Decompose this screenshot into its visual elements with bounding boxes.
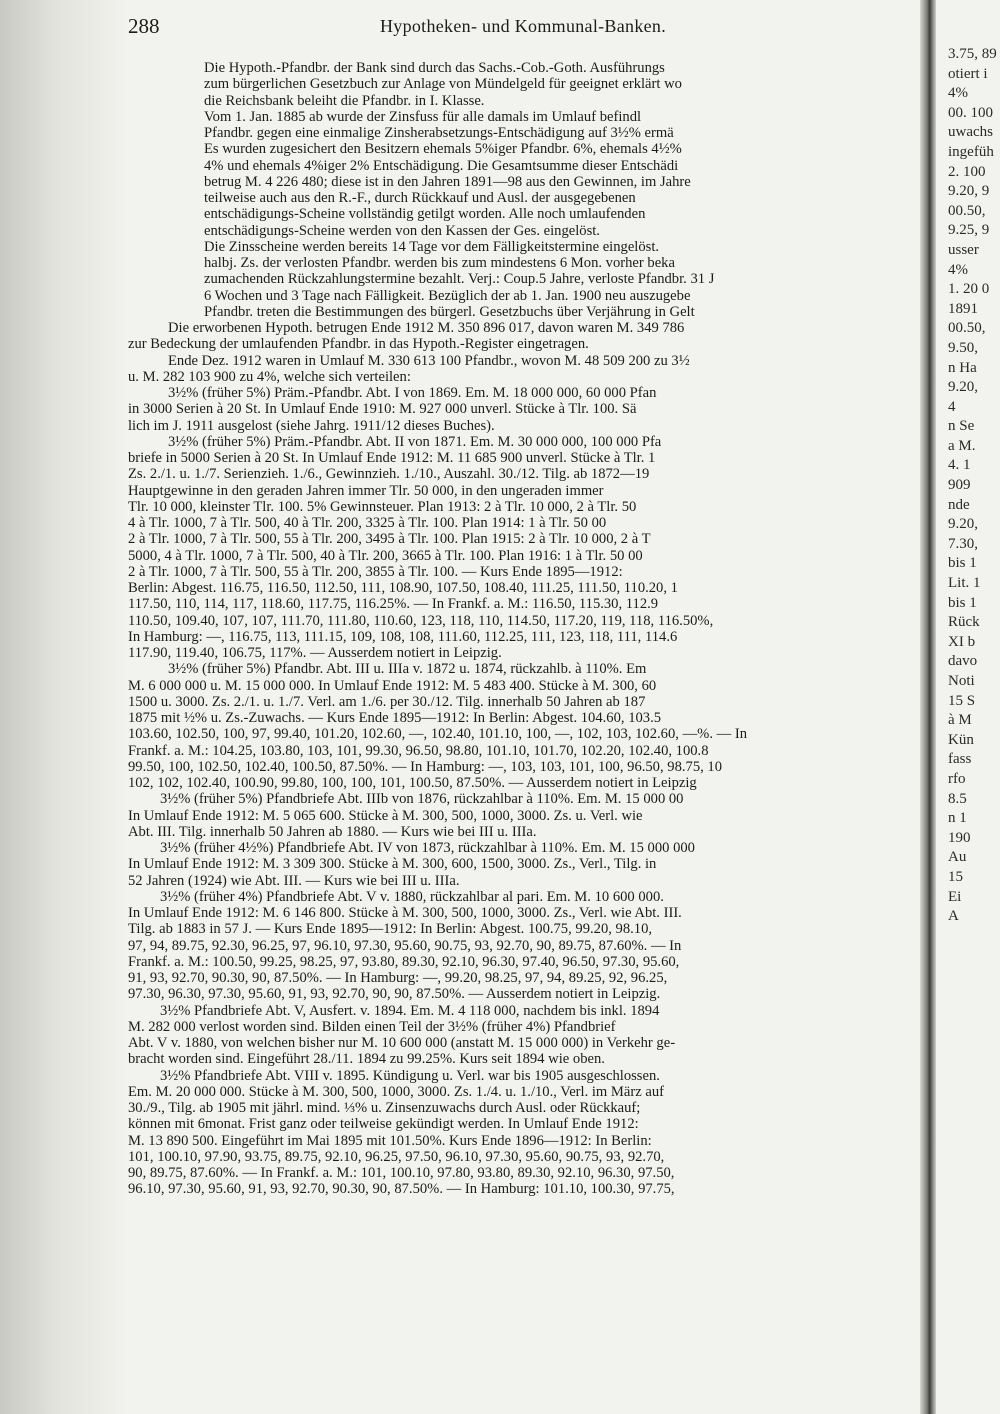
facing-page-fragment: 9.50,	[948, 339, 978, 356]
text-line: In Umlauf Ende 1912: M. 6 146 800. Stücke à M. 300, 500, 1000, 3000. Zs., Verl. wie Abt. III.	[128, 905, 682, 921]
facing-page-fragment: A	[948, 908, 959, 925]
text-line: 3½% (früher 5%) Präm.-Pfandbr. Abt. II von 1871. Em. M. 30 000 000, 100 000 Pfa	[168, 433, 662, 450]
facing-page-fragment: usser	[948, 241, 979, 258]
text-line: 101, 100.10, 97.90, 93.75, 89.75, 92.10, 96.25, 97.50, 96.10, 97.30, 95.60, 90.75, 93, 92.70,	[128, 1148, 665, 1165]
facing-page-fragment: 4. 1	[948, 457, 971, 474]
facing-page-fragment: 190	[948, 829, 971, 846]
text-line: können mit 6monat. Frist ganz oder teilweise gekündigt werden. In Umlauf Ende 1912:	[128, 1116, 639, 1133]
facing-page-fragment: 15	[948, 868, 963, 885]
facing-page-fragment: nde	[948, 496, 970, 513]
facing-page-fragment: 4%	[948, 85, 968, 102]
facing-page-fragment: 9.25, 9	[948, 222, 990, 239]
text-line: Hauptgewinne in den geraden Jahren immer Tlr. 50 000, in den ungeraden immer	[128, 482, 604, 499]
text-line: 3½% Pfandbriefe Abt. V, Ausfert. v. 1894. Em. M. 4 118 000, nachdem bis inkl. 1894	[160, 1002, 660, 1019]
text-line: In Hamburg: —, 116.75, 113, 111.15, 109, 108, 108, 111.60, 112.25, 111, 123, 118, 111, 114.6	[128, 628, 678, 645]
text-line: 117.90, 119.40, 106.75, 117%. — Ausserdem notiert in Leipzig.	[128, 645, 502, 661]
text-line: zur Bedeckung der umlaufenden Pfandbr. in das Hypoth.-Register eingetragen.	[128, 336, 589, 353]
text-line: Die Zinsscheine werden bereits 14 Tage vor dem Fälligkeitstermine eingelöst.	[204, 238, 660, 255]
text-line: Em. M. 20 000 000. Stücke à M. 300, 500, 1000, 3000. Zs. 1./4. u. 1./10., Verl. im März auf	[128, 1083, 665, 1100]
text-line: betrug M. 4 226 480; diese ist in den Jahren 1891—98 aus den Gewinnen, im Jahre	[204, 173, 691, 190]
running-title: Hypotheken- und Kommunal-Banken.	[379, 16, 667, 36]
facing-page-fragment: 00.50,	[948, 202, 986, 219]
text-line: 3½% (früher 4½%) Pfandbriefe Abt. IV von 1873, rückzahlbar à 110%. Em. M. 15 000 000	[160, 840, 695, 856]
text-line: 110.50, 109.40, 107, 107, 111.70, 111.80, 110.60, 123, 118, 110, 114.50, 117.20, 119, 118, 116.50%,	[128, 612, 714, 629]
text-line: 30./9., Tilg. ab 1905 mit jährl. mind. ⅓% u. Zinsenzuwachs durch Ausl. oder Rückkauf;	[128, 1100, 641, 1116]
binding-shadow	[0, 0, 130, 1414]
facing-page-fragment: 4	[948, 398, 956, 415]
facing-page-fragment: Rück	[948, 614, 980, 631]
facing-page-fragment: 909	[948, 477, 971, 494]
facing-page-fragment: bis 1	[948, 594, 977, 611]
text-line: Zs. 2./1. u. 1./7. Serienzieh. 1./6., Gewinnzieh. 1./10., Auszahl. 30./12. Tilg. ab 1872—19	[128, 466, 650, 483]
text-line: 102, 102, 102.40, 100.90, 99.80, 100, 100, 101, 100.50, 87.50%. — Ausserdem notiert in Leipzig	[128, 775, 697, 791]
facing-page-fragment: Noti	[948, 673, 975, 689]
text-line: briefe in 5000 Serien à 20 St. In Umlauf Ende 1912: M. 11 685 900 unverl. Stücke à Tlr. 1	[128, 450, 656, 466]
facing-page-fragment: davo	[948, 653, 978, 670]
facing-page-fragment: 4%	[948, 261, 968, 278]
text-line: In Umlauf Ende 1912: M. 5 065 600. Stücke à M. 300, 500, 1000, 3000. Zs. u. Verl. wie	[128, 807, 643, 824]
text-line: 3½% (früher 5%) Pfandbr. Abt. III u. IIIa v. 1872 u. 1874, rückzahlb. à 110%. Em	[168, 661, 647, 678]
page-number: 288	[128, 14, 160, 38]
facing-page-fragment: 2. 100	[948, 163, 986, 180]
facing-page-fragment: Ei	[948, 888, 962, 905]
text-line: 99.50, 100, 102.50, 102.40, 100.50, 87.50%. — In Hamburg: —, 103, 103, 101, 100, 96.50, 98.75, 10	[128, 758, 723, 775]
text-line: 3½% (früher 4%) Pfandbriefe Abt. V v. 1880, rückzahlbar al pari. Em. M. 10 600 000.	[160, 888, 664, 905]
text-line: 2 à Tlr. 1000, 7 à Tlr. 500, 55 à Tlr. 200, 3495 à Tlr. 100. Plan 1915: 2 à Tlr. 10 000, 2 à T	[128, 531, 651, 548]
text-line: entschädigungs-Scheine werden von den Kassen der Ges. eingelöst.	[204, 222, 600, 239]
text-line: Tilg. ab 1883 in 57 J. — Kurs Ende 1895—1912: In Berlin: Abgest. 100.75, 99.20, 98.10,	[128, 921, 653, 938]
facing-page-fragment: 8.5	[948, 790, 967, 807]
text-line: Die erworbenen Hypoth. betrugen Ende 1912 M. 350 896 017, davon waren M. 349 786	[168, 320, 685, 336]
facing-page-fragment: 3.75, 89	[948, 46, 997, 62]
text-line: M. 6 000 000 u. M. 15 000 000. In Umlauf Ende 1912: M. 5 483 400. Stücke à M. 300, 60	[128, 677, 657, 694]
facing-page-fragment: 00.50,	[948, 320, 986, 337]
text-line: In Umlauf Ende 1912: M. 3 309 300. Stücke à M. 300, 600, 1500, 3000. Zs., Verl., Tilg. in	[128, 856, 657, 873]
facing-page-fragment: rfo	[948, 770, 966, 787]
text-line: 1875 mit ½% u. Zs.-Zuwachs. — Kurs Ende 1895—1912: In Berlin: Abgest. 104.60, 103.5	[128, 710, 662, 726]
facing-page-fragment: 1. 20 0	[948, 281, 990, 298]
text-line: lich im J. 1911 ausgelost (siehe Jahrg. 1911/12 dieses Buches).	[128, 417, 495, 434]
facing-page-fragment: 9.20,	[948, 516, 978, 533]
facing-page-fragment: Au	[948, 849, 967, 866]
text-line: Frankf. a. M.: 104.25, 103.80, 103, 101, 99.30, 96.50, 98.80, 101.10, 101.70, 102.20, 102.40, 100.8	[128, 742, 709, 759]
text-line: Die Hypoth.-Pfandbr. der Bank sind durch das Sachs.-Cob.-Goth. Ausführungs	[204, 60, 665, 76]
facing-page-fragment: 00. 100	[948, 104, 993, 121]
text-line: 4% und ehemals 4%iger 2% Entschädigung. Die Gesamtsumme dieser Entschädi	[204, 157, 679, 174]
text-line: 4 à Tlr. 1000, 7 à Tlr. 500, 40 à Tlr. 200, 3325 à Tlr. 100. Plan 1914: 1 à Tlr. 50 00	[128, 515, 607, 531]
text-line: Abt. III. Tilg. innerhalb 50 Jahren ab 1880. — Kurs wie bei III u. IIIa.	[128, 823, 537, 840]
page-header	[128, 14, 918, 40]
text-line: die Reichsbank beleiht die Pfandbr. in I. Klasse.	[204, 92, 485, 109]
text-line: 6 Wochen und 3 Tage nach Fälligkeit. Bezüglich der ab 1. Jan. 1900 neu auszugebe	[204, 287, 691, 304]
text-line: 91, 93, 92.70, 90.30, 90, 87.50%. — In Hamburg: —, 99.20, 98.25, 97, 94, 89.25, 92, 96.25,	[128, 970, 668, 986]
text-line: Berlin: Abgest. 116.75, 116.50, 112.50, 111, 108.90, 107.50, 108.40, 111.25, 111.50, 110.20, 1	[128, 580, 678, 596]
text-line: Vom 1. Jan. 1885 ab wurde der Zinsfuss für alle damals im Umlauf befindl	[204, 108, 642, 125]
text-line: Pfandbr. gegen eine einmalige Zinsherabsetzungs-Entschädigung auf 3½% ermä	[204, 125, 674, 141]
text-line: teilweise auch aus den R.-F., durch Rückkauf und Ausl. der ausgegebenen	[204, 190, 636, 206]
text-line: 52 Jahren (1924) wie Abt. III. — Kurs wie bei III u. IIIa.	[128, 872, 460, 889]
facing-page-fragment: bis 1	[948, 555, 977, 572]
facing-page-fragment: 7.30,	[948, 535, 978, 552]
text-line: entschädigungs-Scheine vollständig getilgt worden. Alle noch umlaufenden	[204, 206, 646, 223]
facing-page-fragment: ingefüh	[948, 143, 994, 160]
text-line: Tlr. 10 000, kleinster Tlr. 100. 5% Gewinnsteuer. Plan 1913: 2 à Tlr. 10 000, 2 à Tlr. 50	[128, 498, 637, 515]
text-line: M. 282 000 verlost worden sind. Bilden einen Teil der 3½% (früher 4%) Pfandbrief	[128, 1018, 616, 1035]
text-line: 3½% (früher 5%) Pfandbriefe Abt. IIIb von 1876, rückzahlbar à 110%. Em. M. 15 000 00	[160, 791, 684, 808]
facing-page-fragment: 15 S	[948, 692, 976, 709]
text-line: 3½% Pfandbriefe Abt. VIII v. 1895. Kündigung u. Verl. war bis 1905 ausgeschlossen.	[160, 1067, 660, 1084]
text-line: bracht worden sind. Eingeführt 28./11. 1894 zu 99.25%. Kurs seit 1894 wie oben.	[128, 1051, 605, 1068]
text-line: 103.60, 102.50, 100, 97, 99.40, 101.20, 102.60, —, 102.40, 101.10, 100, —, 102, 103, 102.60, —%. — In	[128, 726, 748, 743]
text-line: Es wurden zugesichert den Besitzern ehemals 5%iger Pfandbr. 6%, ehemals 4½%	[204, 141, 682, 158]
text-line: Pfandbr. treten die Bestimmungen des bürgerl. Gesetzbuchs über Verjährung in Gelt	[204, 303, 695, 320]
text-line: 117.50, 110, 114, 117, 118.60, 117.75, 116.25%. — In Frankf. a. M.: 116.50, 115.30, 112.9	[128, 596, 659, 613]
facing-page-fragment: 9.20,	[948, 379, 978, 396]
facing-page-fragment: n Se	[948, 418, 975, 435]
body-text	[128, 60, 918, 1198]
facing-page-fragment: Lit. 1	[948, 575, 981, 592]
facing-page-fragment: fass	[948, 751, 972, 768]
text-line: halbj. Zs. der verlosten Pfandbr. werden bis zum mindestens 6 Mon. vorher beka	[204, 255, 675, 271]
text-line: 90, 89.75, 87.60%. — In Frankf. a. M.: 101, 100.10, 97.80, 93.80, 89.30, 92.10, 96.30, 97.50,	[128, 1165, 675, 1181]
facing-page-column	[948, 45, 1000, 927]
facing-page-fragment: otiert i	[948, 65, 988, 82]
text-line: 3½% (früher 5%) Präm.-Pfandbr. Abt. I von 1869. Em. M. 18 000 000, 60 000 Pfan	[168, 385, 657, 401]
text-line: M. 13 890 500. Eingeführt im Mai 1895 mit 101.50%. Kurs Ende 1896—1912: In Berlin:	[128, 1132, 652, 1149]
text-line: in 3000 Serien à 20 St. In Umlauf Ende 1910: M. 927 000 unverl. Stücke à Tlr. 100. Sä	[128, 401, 637, 418]
facing-page-fragment: uwachs	[948, 124, 993, 141]
text-line: Frankf. a. M.: 100.50, 99.25, 98.25, 97, 93.80, 89.30, 92.10, 96.30, 97.40, 96.50, 97.30, 95.60,	[128, 953, 680, 970]
facing-page-fragment: 1891	[948, 300, 978, 317]
text-line: 97, 94, 89.75, 92.30, 96.25, 97, 96.10, 97.30, 95.60, 90.75, 93, 92.70, 90, 89.75, 87.60%. — In	[128, 937, 682, 954]
facing-page-fragment: 9.20, 9	[948, 183, 990, 200]
text-line: u. M. 282 103 900 zu 4%, welche sich verteilen:	[128, 368, 411, 385]
text-line: 97.30, 96.30, 97.30, 95.60, 91, 93, 92.70, 90, 90, 87.50%. — Ausserdem notiert in Leipzig.	[128, 986, 661, 1003]
facing-page-fragment: XI b	[948, 633, 976, 650]
text-line: 2 à Tlr. 1000, 7 à Tlr. 500, 55 à Tlr. 200, 3855 à Tlr. 100. — Kurs Ende 1895—1912:	[128, 563, 623, 580]
text-line: zumachenden Rückzahlungstermine bezahlt. Verj.: Coup.5 Jahre, verloste Pfandbr. 31 J	[204, 271, 715, 288]
facing-page-fragment: à M	[948, 712, 972, 729]
facing-page-fragment: a M.	[948, 437, 976, 454]
book-spine	[920, 0, 936, 1414]
text-line: Abt. V v. 1880, von welchen bisher nur M. 10 600 000 (anstatt M. 15 000 000) in Verkehr ge-	[128, 1035, 676, 1051]
text-line: Ende Dez. 1912 waren in Umlauf M. 330 613 100 Pfandbr., wovon M. 48 509 200 zu 3½	[168, 352, 690, 369]
facing-page-fragment: n 1	[948, 810, 967, 827]
text-line: 5000, 4 à Tlr. 1000, 7 à Tlr. 500, 40 à Tlr. 200, 3665 à Tlr. 100. Plan 1916: 1 à Tlr. 50 00	[128, 547, 643, 564]
text-line: zum bürgerlichen Gesetzbuch zur Anlage von Mündelgeld für geeignet erklärt wo	[204, 76, 682, 93]
text-line: 1500 u. 3000. Zs. 2./1. u. 1./7. Verl. am 1./6. per 30./12. Tilg. innerhalb 50 Jahren ab 187	[128, 693, 646, 710]
facing-page-fragment: Kün	[948, 731, 974, 748]
facing-page-fragment: n Ha	[948, 359, 977, 376]
text-line: 96.10, 97.30, 95.60, 91, 93, 92.70, 90.30, 90, 87.50%. — In Hamburg: 101.10, 100.30, 97.75,	[128, 1181, 675, 1198]
